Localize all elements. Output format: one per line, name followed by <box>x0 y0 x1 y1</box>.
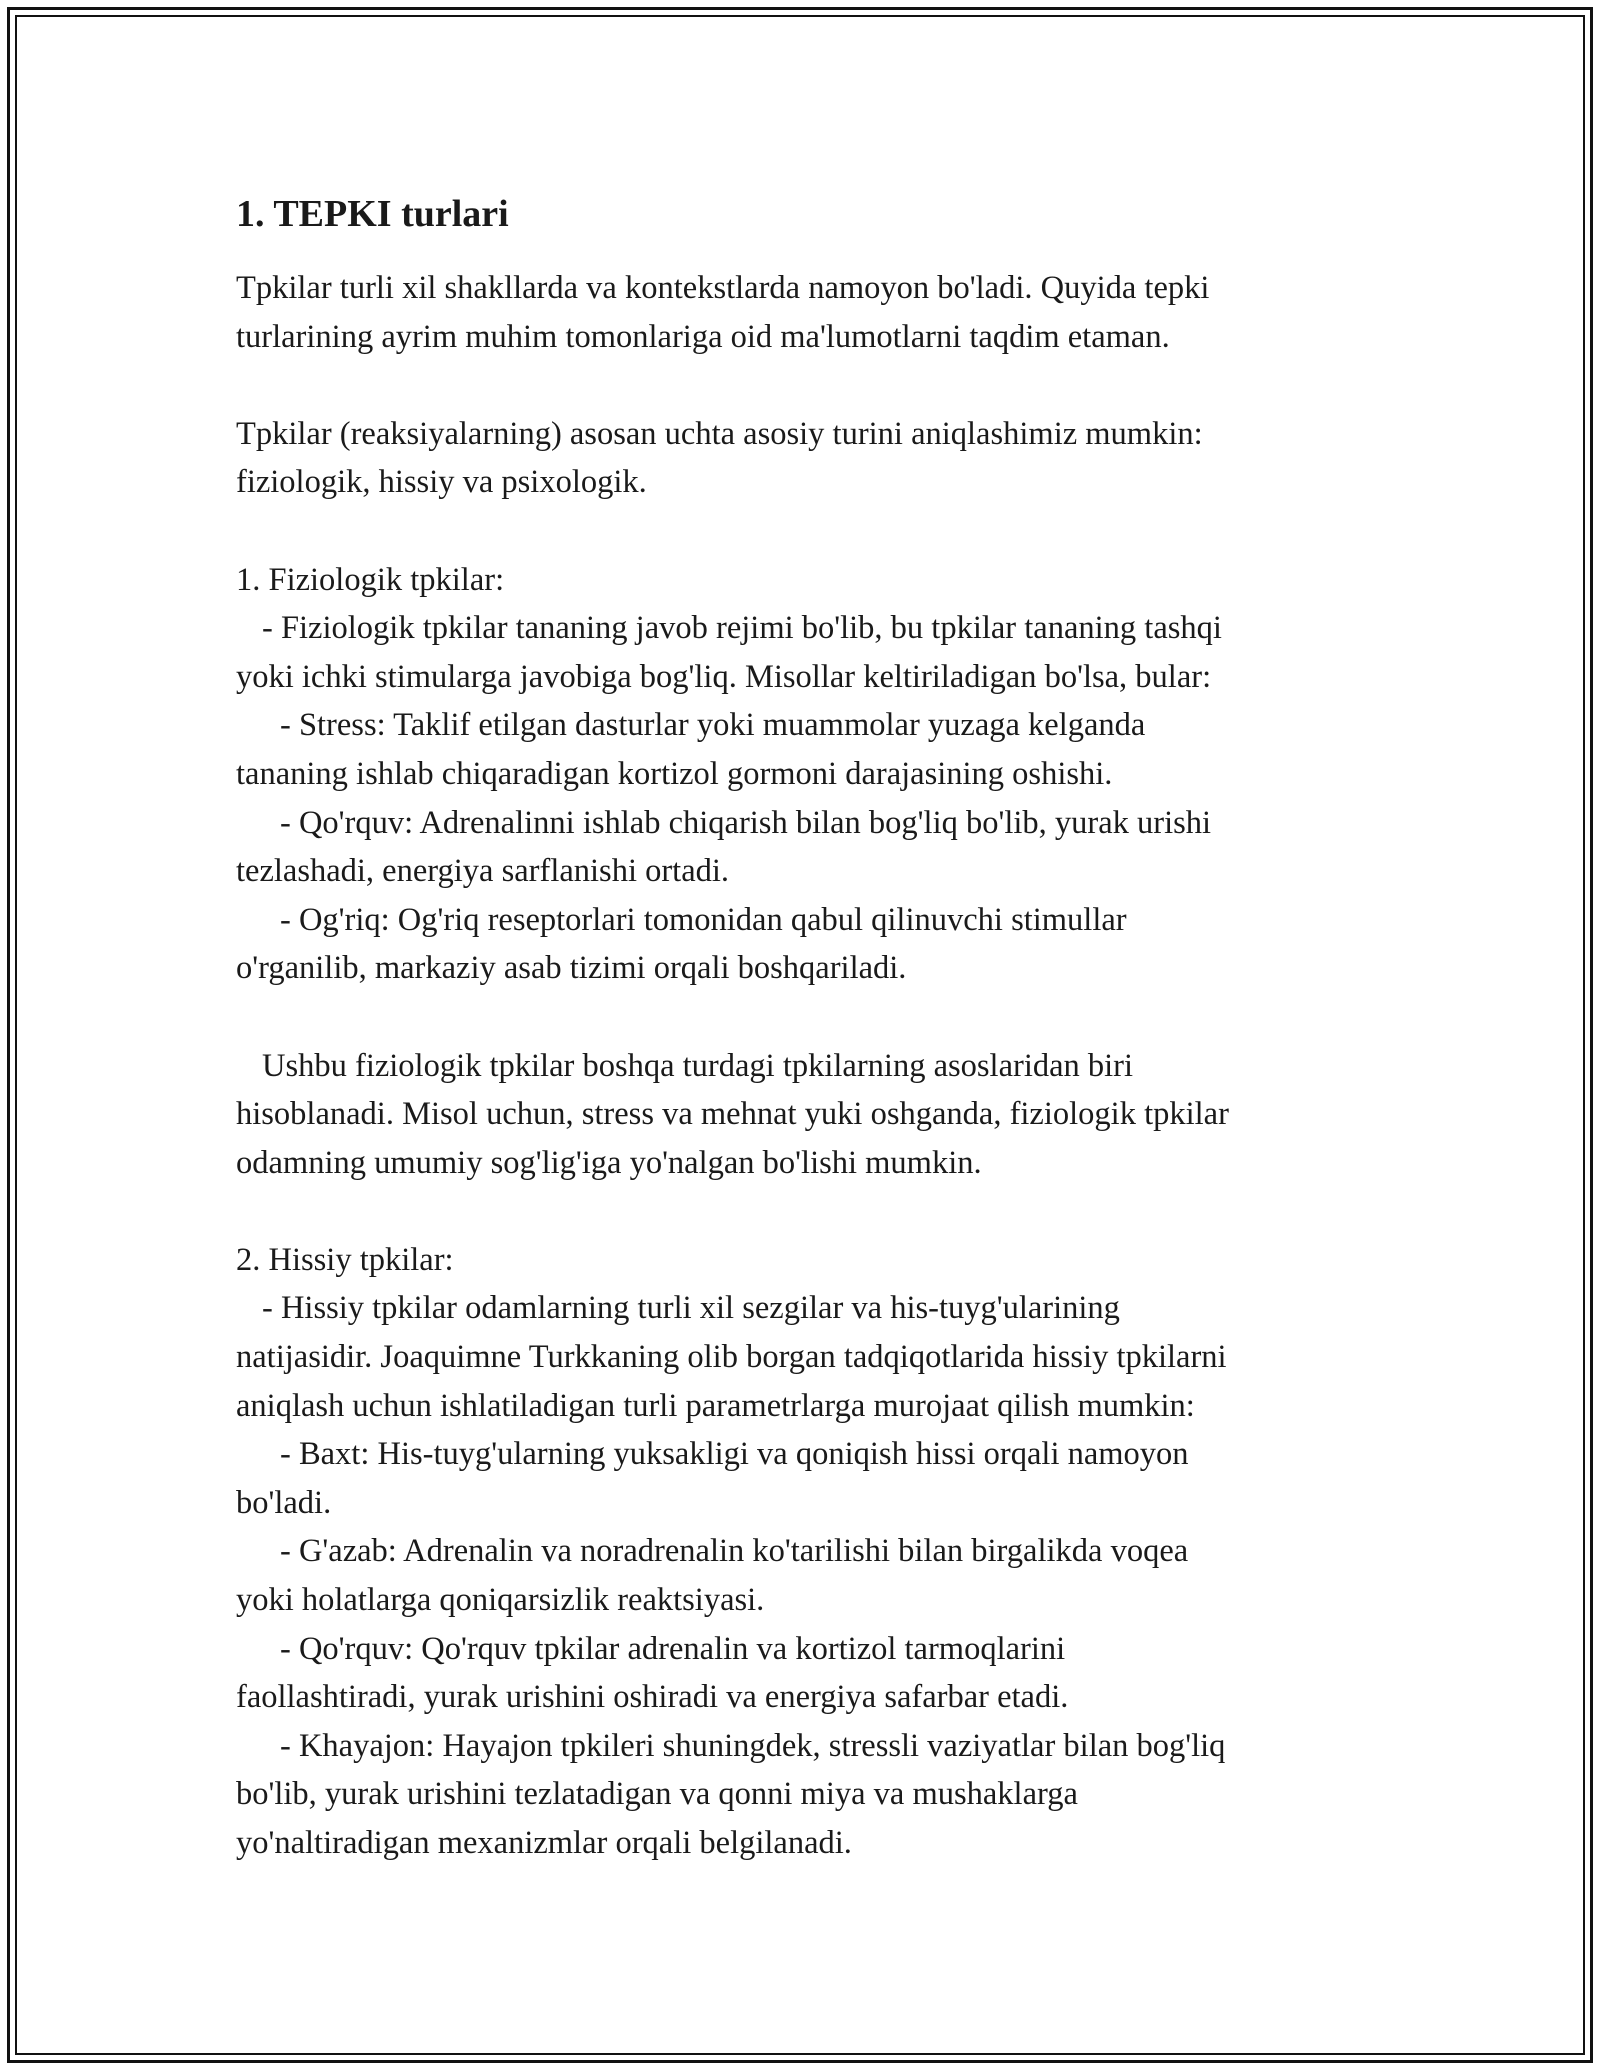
text-line: 2. Hissiy tpkilar: <box>236 1241 454 1278</box>
text-line: Tpkilar turli xil shakllarda va kontekstlarda namoyon bo'ladi. Quyida tepki <box>236 270 1210 306</box>
blank-line <box>236 361 1386 410</box>
text-line: faollashtiradi, yurak urishini oshiradi va energiya safarbar etadi. <box>236 1679 1069 1716</box>
text-line: Tpkilar (reaksiyalarning) asosan uchta asosiy turini aniqlashimiz mumkin: <box>236 415 1203 452</box>
text-line: - Qo'rquv: Adrenalinni ishlab chiqarish bilan bog'liq bo'lib, yurak urishi <box>280 804 1212 841</box>
document-text <box>236 264 1386 1868</box>
blank-line <box>236 507 1386 556</box>
document-body <box>236 186 1386 1868</box>
text-line: tananing ishlab chiqaradigan kortizol gormoni darajasining oshishi. <box>236 755 1113 792</box>
text-line: odamning umumiy sog'lig'iga yo'nalgan bo'lishi mumkin. <box>236 1144 982 1181</box>
text-line: yoki holatlarga qoniqarsizlik reaktsiyasi. <box>236 1582 765 1619</box>
text-line: natijasidir. Joaquimne Turkkaning olib borgan tadqiqotlarida hissiy tpkilarni <box>236 1339 1227 1376</box>
blank-line <box>236 993 1386 1042</box>
text-line: aniqlash uchun ishlatiladigan turli parametrlarga murojaat qilish mumkin: <box>236 1387 1195 1424</box>
text-line: bo'ladi. <box>236 1484 332 1521</box>
text-line: yoki ichki stimularga javobiga bog'liq. Misollar keltiriladigan bo'lsa, bular: <box>236 658 1212 695</box>
text-line: yo'naltiradigan mexanizmlar orqali belgilanadi. <box>236 1825 852 1861</box>
text-line: bo'lib, yurak urishini tezlatadigan va qonni miya va mushaklarga <box>236 1776 1078 1813</box>
text-line: - Hissiy tpkilar odamlarning turli xil sezgilar va his-tuyg'ularining <box>262 1290 1120 1327</box>
text-line: - Baxt: His-tuyg'ularning yuksakligi va qoniqish hissi orqali namoyon <box>280 1436 1189 1473</box>
blank-line <box>236 1187 1386 1236</box>
text-line: hisoblanadi. Misol uchun, stress va mehnat yuki oshganda, fiziologik tpkilar <box>236 1096 1229 1133</box>
text-line: 1. Fiziologik tpkilar: <box>236 561 505 598</box>
text-line: - Og'riq: Og'riq reseptorlari tomonidan qabul qilinuvchi stimullar <box>280 901 1127 938</box>
text-line: fiziologik, hissiy va psixologik. <box>236 464 647 501</box>
text-line: Ushbu fiziologik tpkilar boshqa turdagi tpkilarning asoslaridan biri <box>262 1047 1134 1084</box>
text-line: - Qo'rquv: Qo'rquv tpkilar adrenalin va kortizol tarmoqlarini <box>280 1630 1066 1667</box>
text-line: - Khayajon: Hayajon tpkileri shuningdek, stressli vaziyatlar bilan bog'liq <box>280 1727 1226 1764</box>
text-line: o'rganilib, markaziy asab tizimi orqali boshqariladi. <box>236 950 907 987</box>
text-line: - Stress: Taklif etilgan dasturlar yoki muammolar yuzaga kelganda <box>280 707 1146 744</box>
document-title: 1. TEPKI turlari <box>236 193 509 235</box>
text-line: - G'azab: Adrenalin va noradrenalin ko'tarilishi bilan birgalikda voqea <box>280 1533 1189 1570</box>
text-line: tezlashadi, energiya sarflanishi ortadi. <box>236 853 730 890</box>
text-line: turlarining ayrim muhim tomonlariga oid ma'lumotlarni taqdim etaman. <box>236 318 1170 355</box>
text-line: - Fiziologik tpkilar tananing javob rejimi bo'lib, bu tpkilar tananing tashqi <box>262 610 1222 647</box>
